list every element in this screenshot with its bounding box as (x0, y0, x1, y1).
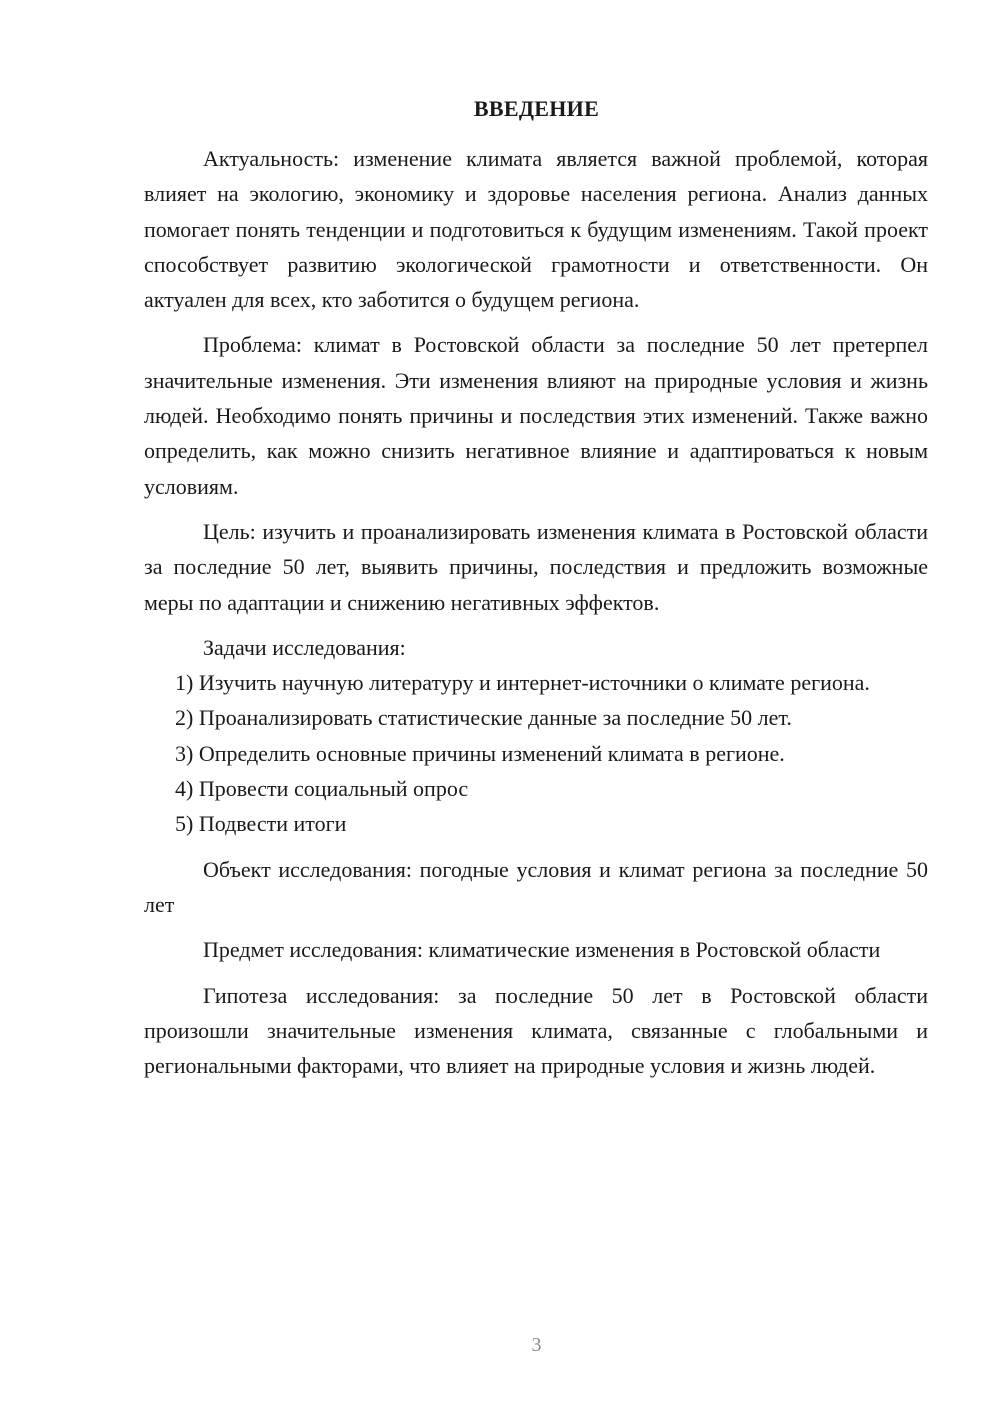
object-paragraph: Объект исследования: погодные условия и климат региона за последние 50 лет (144, 856, 928, 917)
subject-paragraph: Предмет исследования: климатические изменения в Ростовской области (203, 937, 881, 963)
task-item-5: 5) Подвести итоги (175, 811, 347, 837)
hypothesis-paragraph: Гипотеза исследования: за последние 50 лет в Ростовской области произошли значительные изменения климата, связанные с глобальными и региональными факторами, что влияет на природные условия и жизнь людей. (144, 982, 928, 1079)
task-item-1: 1) Изучить научную литературу и интернет-источники о климате региона. (175, 670, 870, 696)
task-item-2: 2) Проанализировать статистические данные за последние 50 лет. (175, 705, 792, 731)
tasks-heading: Задачи исследования: (203, 634, 406, 660)
goal-paragraph: Цель: изучить и проанализировать изменения климата в Ростовской области за последние 50 лет, выявить причины, последствия и предложить возможные меры по адаптации и снижению негативных эффектов. (144, 518, 928, 615)
page-number: 3 (531, 1334, 542, 1356)
problem-paragraph: Проблема: климат в Ростовской области за последние 50 лет претерпел значительные изменения. Эти изменения влияют на природные условия и жизнь людей. Необходимо понять причины и последствия этих изменений. Также важно определить, как можно снизить негативное влияние и адаптироваться к новым условиям. (144, 332, 928, 499)
relevance-paragraph: Актуальность: изменение климата является важной проблемой, которая влияет на экологию, экономику и здоровье населения региона. Анализ данных помогает понять тенденции и подготовиться к будущим изменениям. Такой проект способствует развитию экологической грамотности и ответственности. Он актуален для всех, кто заботится о будущем региона. (144, 146, 928, 313)
document-body (144, 141, 928, 1083)
task-item-4: 4) Провести социальный опрос (175, 776, 469, 802)
task-item-3: 3) Определить основные причины изменений климата в регионе. (175, 740, 785, 766)
page-title: ВВЕДЕНИЕ (473, 96, 600, 121)
